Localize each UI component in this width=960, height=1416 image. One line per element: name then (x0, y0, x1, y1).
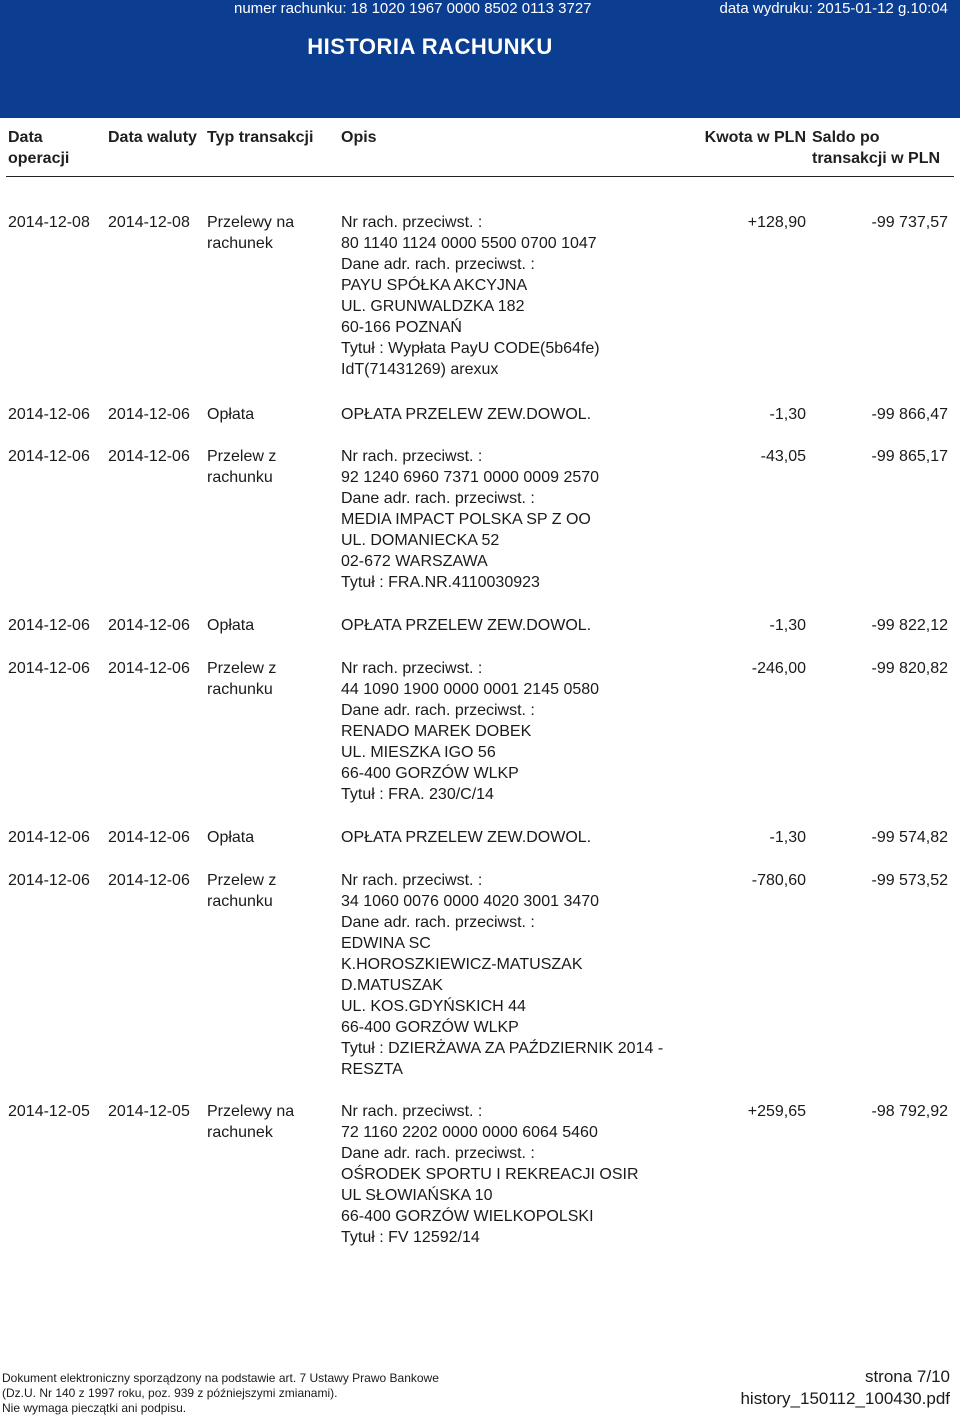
description-line: Tytuł : FRA.NR.4110030923 (341, 574, 540, 591)
description-line: 92 1240 6960 7371 0000 0009 2570 (341, 469, 600, 486)
description-line: OPŁATA PRZELEW ZEW.DOWOL. (341, 617, 592, 634)
description-line: UL. DOMANIECKA 52 (341, 532, 500, 549)
transaction-description (341, 615, 701, 636)
description-line: UL. KOS.GDYŃSKICH 44 (341, 998, 526, 1015)
description-line: OPŁATA PRZELEW ZEW.DOWOL. (341, 829, 592, 846)
description-line: Dane adr. rach. przeciwst. : (341, 702, 535, 719)
col-header-amount: Kwota w PLN (704, 129, 806, 146)
transaction-balance: -99 820,82 (871, 660, 948, 677)
transaction-amount: +259,65 (747, 1103, 806, 1120)
transaction-type: Przelew z rachunku (207, 448, 277, 486)
transaction-type: Opłata (207, 406, 255, 423)
description-line: 66-400 GORZÓW WIELKOPOLSKI (341, 1208, 594, 1225)
transaction-value-date: 2014-12-05 (108, 1103, 190, 1120)
transaction-balance: -99 866,47 (871, 406, 948, 423)
transaction-value-date: 2014-12-06 (108, 872, 190, 889)
description-line: EDWINA SC (341, 935, 431, 952)
col-header-date: Data operacji (8, 129, 70, 167)
transaction-date: 2014-12-06 (8, 406, 90, 423)
description-line: Tytuł : DZIERŻAWA ZA PAŹDZIERNIK 2014 - (341, 1040, 664, 1057)
description-line: MEDIA IMPACT POLSKA SP Z OO (341, 511, 591, 528)
description-line: 60-166 POZNAŃ (341, 319, 462, 336)
page-title: HISTORIA RACHUNKU (307, 34, 553, 59)
transaction-description (341, 870, 701, 1080)
description-line: OPŁATA PRZELEW ZEW.DOWOL. (341, 406, 592, 423)
transaction-type: Przelewy na rachunek (207, 214, 295, 252)
transaction-value-date: 2014-12-06 (108, 448, 190, 465)
description-line: OŚRODEK SPORTU I REKREACJI OSIR (341, 1166, 639, 1183)
transaction-amount: +128,90 (747, 214, 806, 231)
description-line: UL. GRUNWALDZKA 182 (341, 298, 525, 315)
description-line: Dane adr. rach. przeciwst. : (341, 1145, 535, 1162)
description-line: RESZTA (341, 1061, 403, 1078)
description-line: Nr rach. przeciwst. : (341, 214, 483, 231)
transaction-date: 2014-12-06 (8, 829, 90, 846)
transaction-value-date: 2014-12-08 (108, 214, 190, 231)
description-line: 80 1140 1124 0000 5500 0700 1047 (341, 235, 597, 252)
description-line: Dane adr. rach. przeciwst. : (341, 490, 535, 507)
transaction-description (341, 212, 701, 380)
header-divider (6, 176, 954, 177)
description-line: D.MATUSZAK (341, 977, 443, 994)
transaction-description (341, 658, 701, 805)
description-line: 66-400 GORZÓW WLKP (341, 1019, 519, 1036)
description-line: UL. MIESZKA IGO 56 (341, 744, 496, 761)
transaction-balance: -99 737,57 (871, 214, 948, 231)
col-header-type: Typ transakcji (207, 129, 314, 146)
transaction-value-date: 2014-12-06 (108, 406, 190, 423)
description-line: Nr rach. przeciwst. : (341, 660, 483, 677)
legal-notice (2, 1371, 439, 1416)
transaction-type: Opłata (207, 617, 255, 634)
transaction-amount: -780,60 (751, 872, 806, 889)
print-date: data wydruku: 2015-01-12 g.10:04 (719, 0, 948, 17)
col-header-balance: Saldo po transakcji w PLN (812, 129, 941, 167)
transaction-balance: -98 792,92 (871, 1103, 948, 1120)
legal-line: Dokument elektroniczny sporządzony na podstawie art. 7 Ustawy Prawo Bankowe (2, 1371, 439, 1385)
transaction-amount: -246,00 (751, 660, 806, 677)
description-line: Nr rach. przeciwst. : (341, 872, 483, 889)
col-header-description: Opis (341, 129, 377, 146)
description-line: Dane adr. rach. przeciwst. : (341, 256, 535, 273)
description-line: Tytuł : FRA. 230/C/14 (341, 786, 494, 803)
description-line: Nr rach. przeciwst. : (341, 448, 483, 465)
transaction-type: Opłata (207, 829, 255, 846)
transaction-balance: -99 573,52 (871, 872, 948, 889)
description-line: 66-400 GORZÓW WLKP (341, 765, 519, 782)
description-line: 44 1090 1900 0000 0001 2145 0580 (341, 681, 600, 698)
transaction-date: 2014-12-05 (8, 1103, 90, 1120)
description-line: RENADO MAREK DOBEK (341, 723, 532, 740)
transaction-type: Przelew z rachunku (207, 660, 277, 698)
transaction-balance: -99 822,12 (871, 617, 948, 634)
transaction-description (341, 1101, 701, 1248)
description-line: 02-672 WARSZAWA (341, 553, 488, 570)
description-line: IdT(71431269) arexux (341, 361, 499, 378)
description-line: Tytuł : FV 12592/14 (341, 1229, 480, 1246)
page-number: strona 7/10 (864, 1367, 950, 1386)
transaction-description (341, 446, 701, 593)
transaction-date: 2014-12-06 (8, 448, 90, 465)
transaction-amount: -1,30 (769, 617, 806, 634)
account-number: numer rachunku: 18 1020 1967 0000 8502 0113 3727 (234, 0, 592, 17)
transaction-description (341, 404, 701, 425)
transaction-description (341, 827, 701, 848)
transaction-value-date: 2014-12-06 (108, 617, 190, 634)
transaction-balance: -99 574,82 (871, 829, 948, 846)
transaction-type: Przelew z rachunku (207, 872, 277, 910)
transaction-amount: -1,30 (769, 829, 806, 846)
description-line: 34 1060 0076 0000 4020 3001 3470 (341, 893, 600, 910)
transaction-date: 2014-12-08 (8, 214, 90, 231)
transaction-type: Przelewy na rachunek (207, 1103, 295, 1141)
transaction-date: 2014-12-06 (8, 660, 90, 677)
file-name: history_150112_100430.pdf (740, 1389, 950, 1408)
description-line: UL SŁOWIAŃSKA 10 (341, 1187, 493, 1204)
legal-line: (Dz.U. Nr 140 z 1997 roku, poz. 939 z późniejszymi zmianami). (2, 1386, 338, 1400)
transaction-balance: -99 865,17 (871, 448, 948, 465)
transaction-amount: -1,30 (769, 406, 806, 423)
description-line: Tytuł : Wypłata PayU CODE(5b64fe) (341, 340, 600, 357)
description-line: Dane adr. rach. przeciwst. : (341, 914, 535, 931)
col-header-value-date: Data waluty (108, 129, 197, 146)
transaction-value-date: 2014-12-06 (108, 829, 190, 846)
page-info (740, 1366, 950, 1410)
transaction-date: 2014-12-06 (8, 872, 90, 889)
description-line: 72 1160 2202 0000 0000 6064 5460 (341, 1124, 598, 1141)
description-line: Nr rach. przeciwst. : (341, 1103, 483, 1120)
legal-line: Nie wymaga pieczątki ani podpisu. (2, 1401, 187, 1415)
transaction-amount: -43,05 (760, 448, 806, 465)
description-line: K.HOROSZKIEWICZ-MATUSZAK (341, 956, 583, 973)
description-line: PAYU SPÓŁKA AKCYJNA (341, 277, 528, 294)
transaction-value-date: 2014-12-06 (108, 660, 190, 677)
transaction-date: 2014-12-06 (8, 617, 90, 634)
